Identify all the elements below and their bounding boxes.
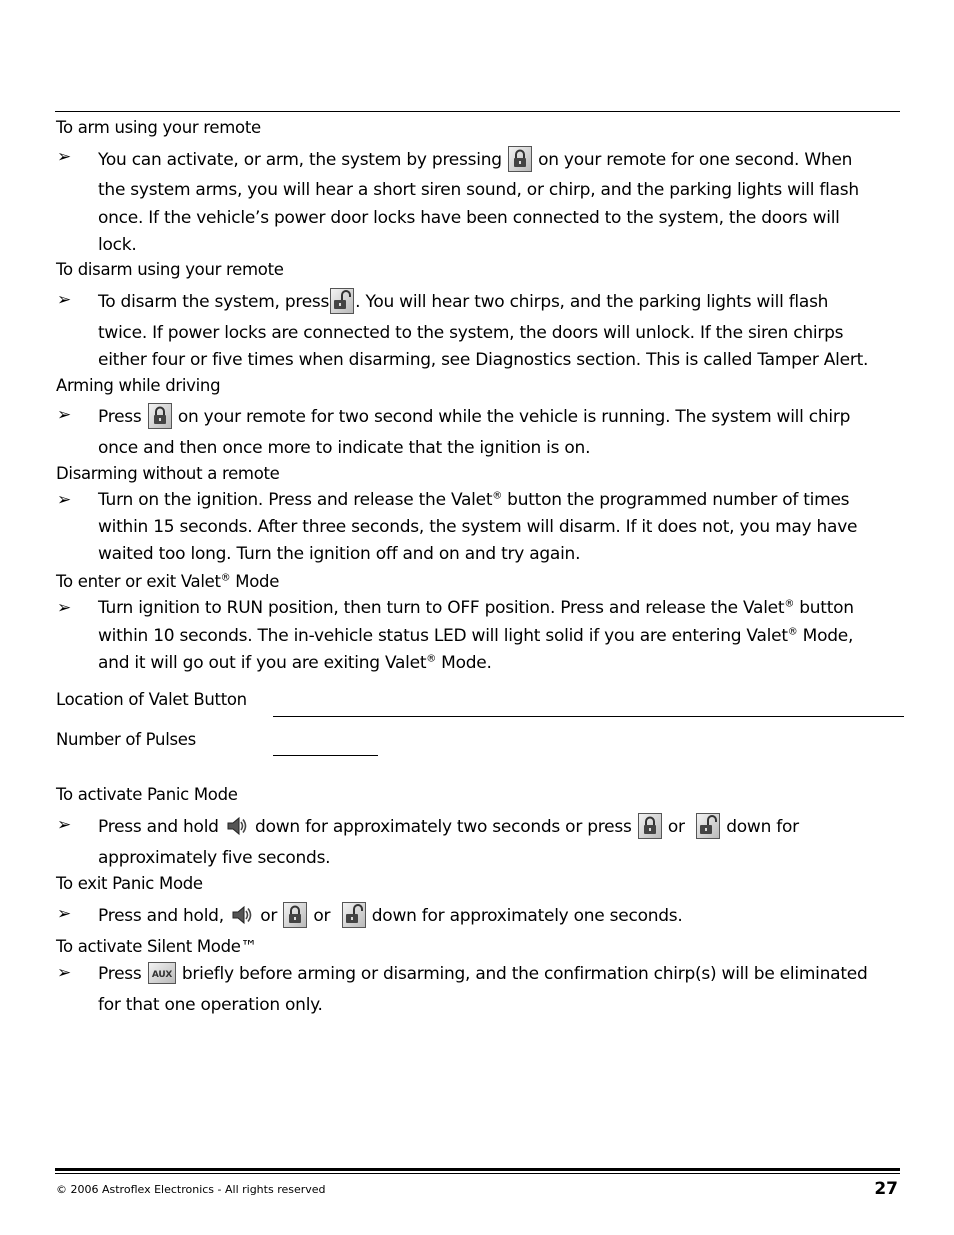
text-line: once and then once more to indicate that the ignition is on. [98, 437, 591, 458]
lock-button-icon [283, 902, 307, 928]
text: , [218, 906, 224, 926]
text-line: for that one operation only. [98, 994, 323, 1015]
text-line: once. If the vehicle’s power door locks have been connected to the system, the doors will [98, 207, 840, 228]
text-line: either four or five times when disarming, see Diagnostics section. This is called Tamper Alert. [98, 350, 869, 370]
top-rule [55, 111, 900, 112]
text-line: twice. If power locks are connected to the system, the doors will unlock. If the siren chirps [98, 322, 844, 343]
text: To disarm the system, press [98, 292, 330, 312]
registered-mark: ® [787, 625, 798, 637]
text: Press and hold [98, 906, 219, 926]
text: on your remote for two second while the vehicle is running. The system will chirp [177, 407, 851, 427]
heading-valet-mode [56, 572, 279, 591]
unlock-button-icon [696, 813, 720, 839]
text: within 10 seconds. The in-vehicle status LED will light solid if you are entering Valet [98, 625, 788, 646]
paragraph-disarm [98, 288, 898, 375]
location-blank-line[interactable] [273, 716, 904, 717]
text: Press and hold [98, 817, 219, 837]
paragraph-no-remote [98, 487, 898, 568]
aux-button-icon [148, 962, 176, 984]
bullet-arrow: ➢ [57, 405, 72, 425]
text: or [260, 906, 278, 926]
pulses-blank-line[interactable] [273, 755, 378, 756]
text: Press [98, 407, 142, 427]
lock-button-icon [148, 403, 172, 429]
paragraph-exit-panic [98, 902, 898, 931]
registered-mark: ® [784, 598, 795, 610]
location-of-valet-label: Location of Valet Button [56, 690, 247, 709]
unlock-button-icon [342, 902, 366, 928]
text: button [794, 598, 854, 618]
text: or [667, 817, 685, 837]
lock-button-icon [508, 146, 532, 172]
page-number: 27 [874, 1179, 898, 1199]
paragraph-silent [98, 961, 898, 1019]
bullet-arrow: ➢ [57, 147, 72, 167]
registered-mark: ® [220, 572, 231, 584]
text: down for [726, 817, 799, 837]
paragraph-arm [98, 146, 898, 260]
bullet-arrow: ➢ [57, 290, 72, 310]
speaker-panic-icon [225, 813, 249, 839]
text: Turn ignition to RUN position, then turn to OFF position. Press and release the Valet [98, 598, 785, 618]
bullet-arrow: ➢ [57, 598, 72, 618]
registered-mark: ® [426, 653, 437, 665]
bullet-arrow: ➢ [57, 963, 72, 983]
text: button the programmed number of times [502, 490, 850, 510]
heading-disarm: To disarm using your remote [56, 260, 284, 279]
heading-arm: To arm using your remote [56, 118, 261, 137]
text: To enter or exit Valet [56, 572, 221, 591]
text: . You will hear two chirps, and the parking lights will flash [355, 292, 829, 312]
text: You can activate, or arm, the system by pressing [98, 150, 502, 170]
heading-disarming-without-remote: Disarming without a remote [56, 464, 280, 483]
text-line: approximately five seconds. [98, 847, 331, 868]
text-line: the system arms, you will hear a short siren sound, or chirp, and the parking lights will flash [98, 180, 859, 200]
text: and it will go out if you are exiting Valet [98, 653, 427, 673]
copyright: © 2006 Astroflex Electronics - All rights reserved [56, 1183, 326, 1196]
heading-activate-panic: To activate Panic Mode [56, 785, 238, 804]
lock-button-icon [638, 813, 662, 839]
heading-exit-panic: To exit Panic Mode [56, 874, 203, 893]
text: Mode, [797, 625, 854, 646]
text: down for approximately one seconds. [371, 906, 683, 926]
heading-silent-mode: To activate Silent Mode™ [56, 937, 257, 956]
bullet-arrow: ➢ [57, 815, 72, 835]
text: Turn on the ignition. Press and release the Valet [98, 490, 493, 510]
number-of-pulses-label: Number of Pulses [56, 730, 196, 749]
paragraph-panic [98, 813, 898, 872]
bullet-arrow: ➢ [57, 490, 72, 510]
paragraph-valet [98, 595, 898, 678]
text: Mode. [436, 653, 492, 673]
text: on your remote for one second. When [538, 150, 853, 170]
speaker-panic-icon [230, 902, 254, 928]
text: Mode [230, 572, 280, 591]
heading-arming-while-driving: Arming while driving [56, 376, 221, 395]
footer-rule-thin [55, 1173, 900, 1174]
registered-mark: ® [492, 490, 503, 502]
paragraph-driving [98, 403, 898, 462]
text: or [313, 906, 331, 926]
text-line: within 15 seconds. After three seconds, the system will disarm. If it does not, you may have [98, 517, 858, 537]
text: Press [98, 964, 142, 984]
text: down for approximately two seconds or press [255, 817, 632, 837]
text-line: lock. [98, 235, 137, 255]
text: briefly before arming or disarming, and the confirmation chirp(s) will be eliminated [181, 964, 868, 984]
footer-rule-thick [55, 1168, 900, 1171]
text-line: waited too long. Turn the ignition off and on and try again. [98, 544, 581, 564]
bullet-arrow: ➢ [57, 904, 72, 924]
unlock-button-icon [330, 288, 354, 314]
